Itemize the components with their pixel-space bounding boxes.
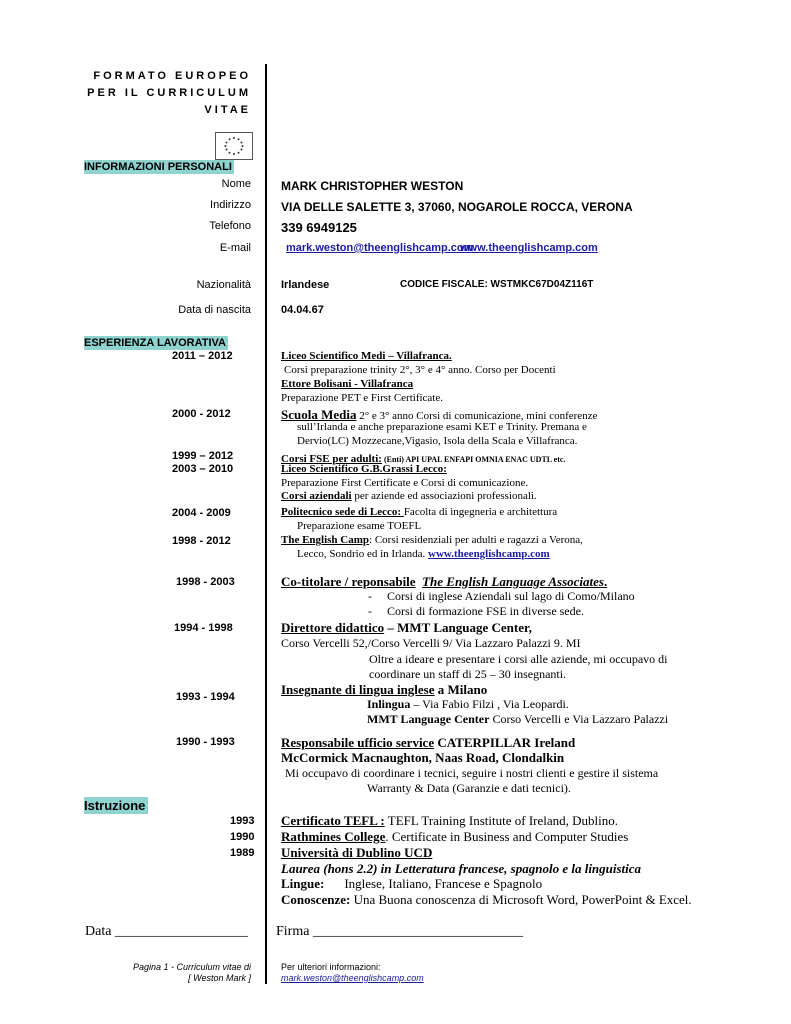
edu-label: Lingue: — [281, 876, 325, 891]
entry-line — [281, 735, 575, 751]
edu-label: Conoscenze: — [281, 892, 351, 907]
footer-email-link[interactable]: mark.weston@theenglishcamp.com — [281, 973, 424, 983]
entry-line: Corsi preparazione trinity 2°, 3° e 4° anno. Corso per Docenti — [284, 364, 556, 376]
eu-flag-icon — [215, 132, 253, 160]
entry-title: Direttore didattico — [281, 620, 385, 635]
year-2: 1990 — [230, 831, 255, 843]
year-3: 1989 — [230, 847, 255, 859]
edu-text: . Certificate in Business and Computer Studies — [385, 829, 629, 844]
label-phone: Telefono — [209, 220, 251, 232]
entry-text: 2° e 3° anno Corsi di comunicazione, mini conferenze — [356, 410, 598, 422]
date-5: 1998 - 2012 — [172, 535, 231, 547]
entry-title: Corsi FSE per adulti: — [281, 453, 382, 465]
date-4: 2004 - 2009 — [172, 507, 231, 519]
signature-date: Data ___________________ — [85, 924, 248, 939]
entry-text: Lecco, Sondrio ed in Irlanda. — [297, 548, 429, 560]
section-work-experience: ESPERIENZA LAVORATIVA — [84, 337, 226, 349]
date-1: 2011 – 2012 — [172, 350, 233, 362]
edu-title: Rathmines College — [281, 829, 386, 844]
entry-title: The English Camp — [281, 534, 370, 546]
entry-line — [281, 534, 583, 546]
website-link[interactable]: www.theenglishcamp.com — [428, 548, 550, 560]
bullet-item: - Corsi di formazione FSE in diverse sede. — [368, 604, 584, 618]
entry-company: MMT Language Center — [367, 712, 490, 726]
entry-line — [281, 620, 532, 636]
edu-line — [281, 829, 628, 845]
edu-text: Una Buona conoscenza di Microsoft Word, PowerPoint & Excel. — [350, 892, 692, 907]
date-3a: 1999 – 2012 — [172, 450, 234, 462]
label-nationality: Nazionalità — [196, 279, 251, 291]
edu-line — [281, 813, 618, 829]
entry-line — [367, 697, 569, 712]
entry-text: (Enti) API UPAL ENFAPI OMNIA ENAC UDTL etc. — [381, 455, 566, 464]
label-email: E-mail — [219, 242, 251, 254]
entry-line — [281, 506, 557, 518]
entry-line — [297, 548, 550, 560]
entry-text: per aziende ed associazioni professionali. — [351, 490, 537, 502]
email-link[interactable]: mark.weston@theenglishcamp.com — [286, 242, 474, 254]
entry-title: Politecnico sede di Lecco: — [281, 506, 404, 518]
entry-title: Corsi aziendali — [281, 490, 352, 502]
entry-title: Co-titolare / reponsabile — [281, 574, 416, 589]
label-address: Indirizzo — [210, 199, 251, 211]
entry-line: Co-titolare / reponsabile The English Language Associates. — [281, 574, 608, 589]
entry-line: Dervio(LC) Mozzecane,Vigasio, Isola della Scala e Villafranca. — [297, 435, 578, 447]
entry-title: Insegnante di lingua inglese — [281, 682, 435, 697]
edu-title: Certificato TEFL : — [281, 813, 385, 828]
cv-title-line2: PER IL CURRICULUM — [87, 87, 251, 99]
entry-line: Mi occupavo di coordinare i tecnici, seguire i nostri clienti e gestire il sistema — [285, 766, 659, 780]
edu-line — [281, 876, 542, 892]
entry-line: sull’Irlanda e anche preparazione esami KET e Trinity. Premana e — [297, 421, 587, 433]
section-education: Istruzione — [84, 797, 148, 814]
entry-line: Warranty & Data (Garanzie e dati tecnici). — [367, 781, 571, 795]
entry-line: Oltre a ideare e presentare i corsi alle aziende, mi occupavo di — [369, 652, 668, 666]
entry-line: coordinare un staff di 25 – 30 insegnanti. — [369, 667, 567, 681]
date-9: 1990 - 1993 — [176, 736, 235, 748]
entry-company: The English Language Associates — [422, 574, 604, 589]
value-address: VIA DELLE SALETTE 3, 37060, NOGAROLE ROCCA, VERONA — [281, 200, 633, 214]
footer-info-label: Per ulteriori informazioni: — [281, 962, 381, 972]
entry-line — [281, 490, 537, 502]
entry-text: – Via Fabio Filzi , Via Leopardi. — [410, 697, 569, 711]
entry-text: CATERPILLAR Ireland — [434, 735, 576, 750]
bullet-item: - Corsi di inglese Aziendali sul lago di Como/Milano — [368, 589, 635, 603]
signature-firma: Firma ______________________________ — [276, 924, 523, 939]
entry-line: Corso Vercelli 52,/Corso Vercelli 9/ Via Lazzaro Palazzi 9. MI — [281, 636, 581, 650]
entry-title: Liceo Scientifico Medi – Villafranca. — [281, 350, 452, 362]
entry-title: Responsabile ufficio service — [281, 735, 435, 750]
label-birth: Data di nascita — [178, 304, 251, 316]
entry-text: Corso Vercelli e Via Lazzaro Palazzi — [489, 712, 669, 726]
section-personal-info: INFORMAZIONI PERSONALI — [84, 161, 232, 173]
entry-line — [281, 682, 487, 698]
footer-page: Pagina 1 - Curriculum vitae di — [132, 962, 251, 972]
date-2: 2000 - 2012 — [172, 408, 231, 420]
date-8: 1993 - 1994 — [176, 691, 235, 703]
cv-title-line3: VITAE — [204, 104, 251, 116]
entry-line: Preparazione PET e First Certificate. — [281, 392, 443, 404]
entry-line: McCormick Macnaughton, Naas Road, Clondalkin — [281, 750, 565, 765]
value-tax-code: CODICE FISCALE: WSTMKC67D04Z116T — [400, 279, 594, 290]
edu-line — [281, 892, 692, 908]
entry-title: Ettore Bolisani - Villafranca — [281, 378, 414, 390]
edu-title: Università di Dublino UCD — [281, 845, 433, 860]
entry-company: Inlingua — [367, 697, 411, 711]
label-name: Nome — [221, 178, 251, 190]
entry-text: : Corsi residenziali per adulti e ragazzi a Verona, — [369, 534, 583, 546]
entry-text: a Milano — [434, 682, 488, 697]
edu-text: TEFL Training Institute of Ireland, Dublino. — [384, 813, 619, 828]
entry-title: Liceo Scientifico G.B.Grassi Lecco: — [281, 463, 447, 475]
entry-line — [367, 712, 668, 727]
value-nationality: Irlandese — [281, 279, 330, 291]
entry-text: Facolta di ingegneria e architettura — [403, 506, 558, 518]
edu-text: Inglese, Italiano, Francese e Spagnolo — [344, 876, 543, 891]
website-link[interactable]: www.theenglishcamp.com — [460, 242, 598, 254]
date-3b: 2003 – 2010 — [172, 463, 234, 475]
value-name: MARK CHRISTOPHER WESTON — [281, 179, 464, 193]
date-6: 1998 - 2003 — [176, 576, 235, 588]
edu-line: Laurea (hons 2.2) in Letteratura francese, spagnolo e la linguistica — [281, 861, 642, 876]
bullet-text: Corsi di inglese Aziendali sul lago di Como/Milano — [387, 589, 635, 603]
entry-title: Scuola Media — [281, 407, 357, 422]
bullet-text: Corsi di formazione FSE in diverse sede. — [387, 604, 584, 618]
entry-text: – MMT Language Center, — [384, 620, 532, 635]
value-birth: 04.04.67 — [281, 304, 324, 316]
entry-line: Preparazione First Certificate e Corsi di comunicazione. — [281, 477, 529, 489]
entry-line: Preparazione esame TOEFL — [297, 520, 422, 532]
column-divider — [265, 64, 267, 984]
value-phone: 339 6949125 — [281, 220, 357, 235]
date-7: 1994 - 1998 — [174, 622, 233, 634]
cv-title-line1: FORMATO EUROPEO — [93, 70, 251, 82]
footer-name: [ Weston Mark ] — [188, 973, 251, 983]
year-1: 1993 — [230, 815, 255, 827]
